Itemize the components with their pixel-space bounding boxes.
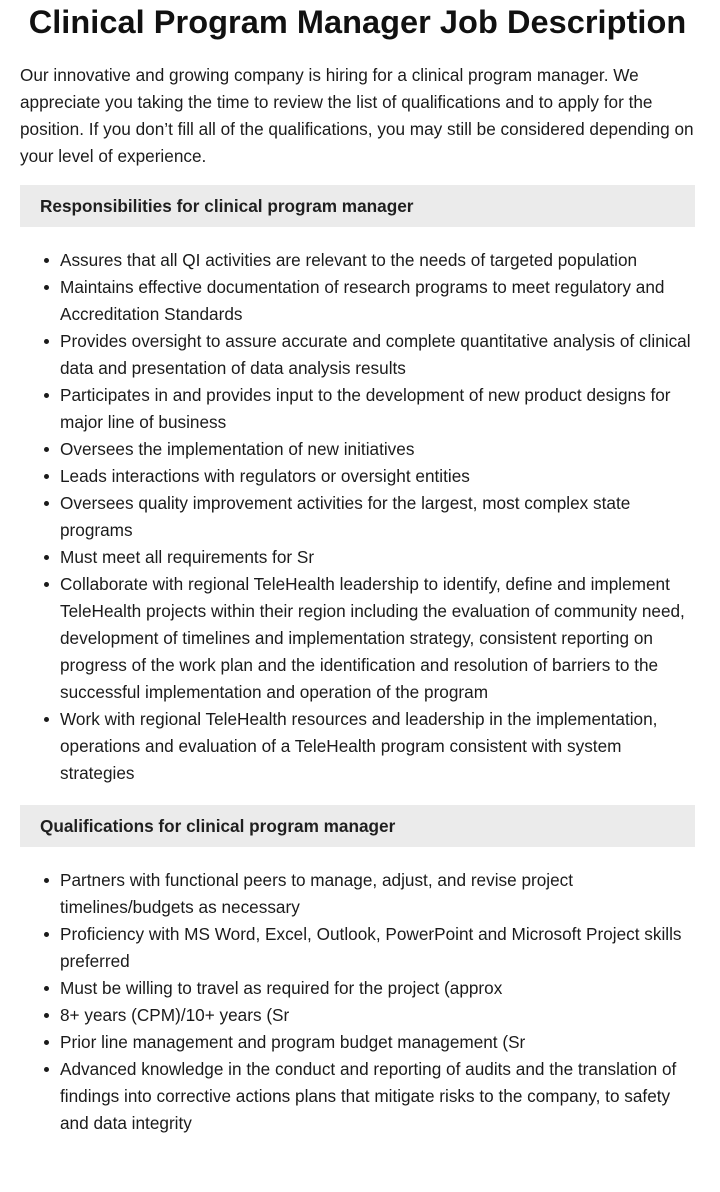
qualifications-list	[20, 867, 695, 1137]
responsibilities-heading: Responsibilities for clinical program manager	[20, 185, 695, 227]
list-item: Partners with functional peers to manage, adjust, and revise project timelines/budgets as necessary	[60, 867, 695, 921]
list-item: Leads interactions with regulators or oversight entities	[60, 463, 695, 490]
responsibilities-list	[20, 247, 695, 787]
list-item: Collaborate with regional TeleHealth leadership to identify, define and implement TeleHealth projects within their region including the evaluation of community need, development of timelines and implementation strategy, consistent reporting on progress of the work plan and the identification and resolution of barriers to the successful implementation and operation of the program	[60, 571, 695, 706]
intro-paragraph: Our innovative and growing company is hiring for a clinical program manager. We appreciate you taking the time to review the list of qualifications and to apply for the position. If you don’t fill all of the qualifications, you may still be considered depending on your level of experience.	[20, 65, 694, 166]
list-item: Provides oversight to assure accurate and complete quantitative analysis of clinical data and presentation of data analysis results	[60, 328, 695, 382]
list-item: Must be willing to travel as required for the project (approx	[60, 975, 695, 1002]
qualifications-heading: Qualifications for clinical program manager	[20, 805, 695, 847]
list-item: Maintains effective documentation of research programs to meet regulatory and Accreditation Standards	[60, 274, 695, 328]
list-item: Work with regional TeleHealth resources and leadership in the implementation, operations and evaluation of a TeleHealth program consistent with system strategies	[60, 706, 695, 787]
list-item: Oversees the implementation of new initiatives	[60, 436, 695, 463]
list-item: Assures that all QI activities are relevant to the needs of targeted population	[60, 247, 695, 274]
list-item: Advanced knowledge in the conduct and reporting of audits and the translation of findings into corrective actions plans that mitigate risks to the company, to safety and data integrity	[60, 1056, 695, 1137]
list-item: Must meet all requirements for Sr	[60, 544, 695, 571]
list-item: Proficiency with MS Word, Excel, Outlook, PowerPoint and Microsoft Project skills preferred	[60, 921, 695, 975]
list-item: Oversees quality improvement activities for the largest, most complex state programs	[60, 490, 695, 544]
page-title: Clinical Program Manager Job Description	[28, 4, 687, 40]
list-item: Prior line management and program budget management (Sr	[60, 1029, 695, 1056]
list-item: Participates in and provides input to the development of new product designs for major line of business	[60, 382, 695, 436]
list-item: 8+ years (CPM)/10+ years (Sr	[60, 1002, 695, 1029]
